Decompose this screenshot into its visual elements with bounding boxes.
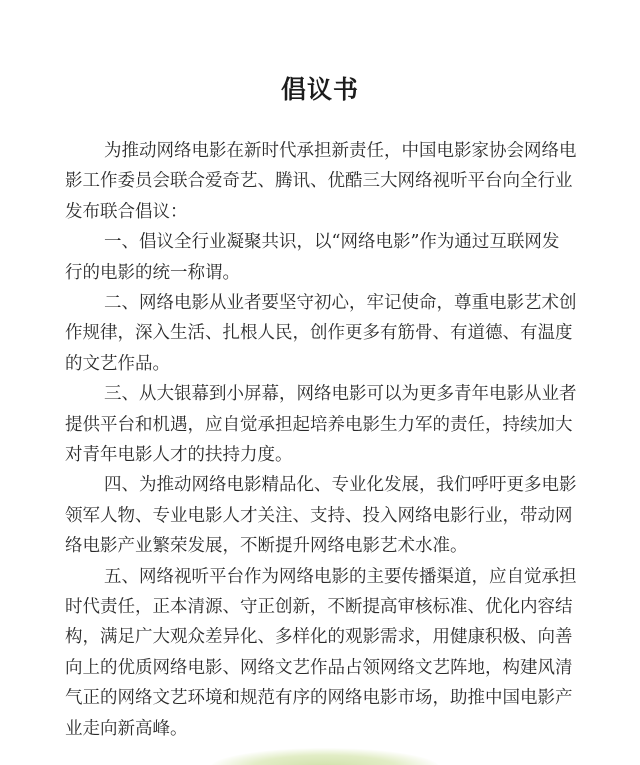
item-1-line-2: 行的电影的统一称谓。 bbox=[65, 263, 240, 283]
decorative-footer-shape bbox=[210, 748, 440, 765]
item-5-line-6: 业走向新高峰。 bbox=[65, 719, 188, 739]
item-5-line-5: 气正的网络文艺环境和规范有序的网络电影市场，助推中国电影产 bbox=[65, 688, 573, 708]
item-4-line-1: 四、为推动网络电影精品化、专业化发展，我们呼吁更多电影 bbox=[104, 475, 577, 495]
item-5-line-1: 五、网络视听平台作为网络电影的主要传播渠道，应自觉承担 bbox=[104, 567, 577, 587]
item-3-line-3: 对青年电影人才的扶持力度。 bbox=[65, 445, 293, 465]
item-2-line-2: 作规律，深入生活、扎根人民，创作更多有筋骨、有道德、有温度 bbox=[65, 323, 573, 343]
document-title: 倡议书 bbox=[280, 75, 359, 104]
intro-line-1: 为推动网络电影在新时代承担新责任，中国电影家协会网络电 bbox=[104, 141, 577, 161]
item-5-line-2: 时代责任，正本清源、守正创新，不断提高审核标准、优化内容结 bbox=[65, 597, 573, 617]
item-2-line-1: 二、网络电影从业者要坚守初心，牢记使命，尊重电影艺术创 bbox=[104, 293, 577, 313]
item-1-line-1: 一、倡议全行业凝聚共识，以“网络电影”作为通过互联网发 bbox=[104, 232, 560, 252]
item-3-line-1: 三、从大银幕到小屏幕，网络电影可以为更多青年电影从业者 bbox=[104, 384, 577, 404]
item-5-line-3: 构，满足广大观众差异化、多样化的观影需求，用健康积极、向善 bbox=[65, 627, 573, 647]
item-4-line-3: 络电影产业繁荣发展，不断提升网络电影艺术水准。 bbox=[65, 536, 468, 556]
item-2-line-3: 的文艺作品。 bbox=[65, 354, 170, 374]
item-3-line-2: 提供平台和机遇，应自觉承担起培养电影生力军的责任，持续加大 bbox=[65, 415, 573, 435]
intro-line-3: 发布联合倡议： bbox=[65, 202, 188, 222]
item-5-line-4: 向上的优质网络电影、网络文艺作品占领网络文艺阵地，构建风清 bbox=[65, 658, 573, 678]
item-4-line-2: 领军人物、专业电影人才关注、支持、投入网络电影行业，带动网 bbox=[65, 506, 573, 526]
intro-line-2: 影工作委员会联合爱奇艺、腾讯、优酷三大网络视听平台向全行业 bbox=[65, 171, 573, 191]
